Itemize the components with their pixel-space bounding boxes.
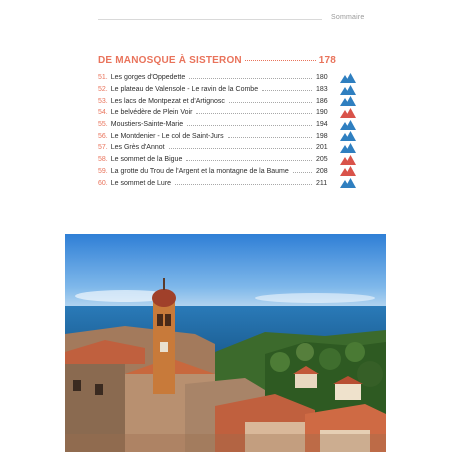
entry-number: 51.	[98, 74, 108, 82]
leader-dots	[175, 184, 312, 185]
difficulty-mountain-icon	[340, 166, 356, 176]
difficulty-mountain-icon	[340, 143, 356, 153]
entry-page: 205	[316, 156, 328, 164]
entry-page: 208	[316, 167, 328, 175]
toc-entry[interactable]	[98, 130, 356, 142]
section-heading	[98, 55, 356, 66]
leader-dots	[169, 148, 312, 149]
entry-title: Le plateau de Valensole - Le ravin de la Combe	[110, 86, 259, 94]
difficulty-mountain-icon	[340, 120, 356, 130]
difficulty-mountain-icon	[340, 108, 356, 118]
leader-dots	[229, 102, 312, 103]
leader-dots	[187, 125, 312, 126]
entry-title: Le sommet de Lure	[110, 179, 172, 187]
difficulty-mountain-icon	[340, 96, 356, 106]
entry-page: 180	[316, 74, 328, 82]
entry-title: Les Grès d'Annot	[110, 144, 165, 152]
toc-entry[interactable]	[98, 95, 356, 107]
difficulty-mountain-icon	[340, 155, 356, 165]
entry-title: Moustiers-Sainte-Marie	[110, 121, 184, 129]
entry-number: 57.	[98, 144, 108, 152]
entry-page: 190	[316, 109, 328, 117]
entry-page: 183	[316, 86, 328, 94]
difficulty-mountain-icon	[340, 178, 356, 188]
entry-title: Le belvédère de Plein Voir	[110, 109, 193, 117]
entry-title: Le Montdenier - Le col de Saint-Jurs	[110, 132, 224, 140]
toc-entry[interactable]	[98, 166, 356, 178]
leader-dots	[196, 113, 312, 114]
entry-page: 198	[316, 132, 328, 140]
toc-entry[interactable]	[98, 107, 356, 119]
entry-number: 55.	[98, 121, 108, 129]
section-title: DE MANOSQUE À SISTERON	[98, 55, 242, 66]
leader-dots	[245, 60, 316, 61]
entry-number: 52.	[98, 86, 108, 94]
village-photo	[65, 234, 386, 452]
toc-entry[interactable]	[98, 84, 356, 96]
entry-page: 194	[316, 121, 328, 129]
entry-title: Le sommet de la Bigue	[110, 156, 183, 164]
difficulty-mountain-icon	[340, 73, 356, 83]
leader-dots	[262, 90, 312, 91]
toc-entries	[98, 72, 356, 189]
toc-entry[interactable]	[98, 177, 356, 189]
entry-number: 60.	[98, 179, 108, 187]
leader-dots	[293, 172, 312, 173]
entry-page: 186	[316, 97, 328, 105]
toc-entry[interactable]	[98, 119, 356, 131]
entry-title: La grotte du Trou de l'Argent et la montagne de la Baume	[110, 167, 289, 175]
leader-dots	[228, 137, 312, 138]
toc-entry[interactable]	[98, 154, 356, 166]
running-header: Sommaire	[331, 14, 365, 21]
difficulty-mountain-icon	[340, 131, 356, 141]
toc-entry[interactable]	[98, 142, 356, 154]
toc-entry[interactable]	[98, 72, 356, 84]
header-rule	[98, 19, 322, 20]
entry-number: 56.	[98, 132, 108, 140]
entry-title: Les lacs de Montpezat et d'Artignosc	[110, 97, 225, 105]
entry-number: 53.	[98, 97, 108, 105]
section-page: 178	[318, 55, 336, 66]
toc-section	[98, 55, 356, 189]
leader-dots	[186, 160, 312, 161]
entry-number: 59.	[98, 167, 108, 175]
leader-dots	[189, 78, 312, 79]
difficulty-mountain-icon	[340, 85, 356, 95]
entry-title: Les gorges d'Oppedette	[110, 74, 186, 82]
entry-page: 201	[316, 144, 328, 152]
entry-number: 58.	[98, 156, 108, 164]
entry-number: 54.	[98, 109, 108, 117]
entry-page: 211	[316, 179, 328, 187]
